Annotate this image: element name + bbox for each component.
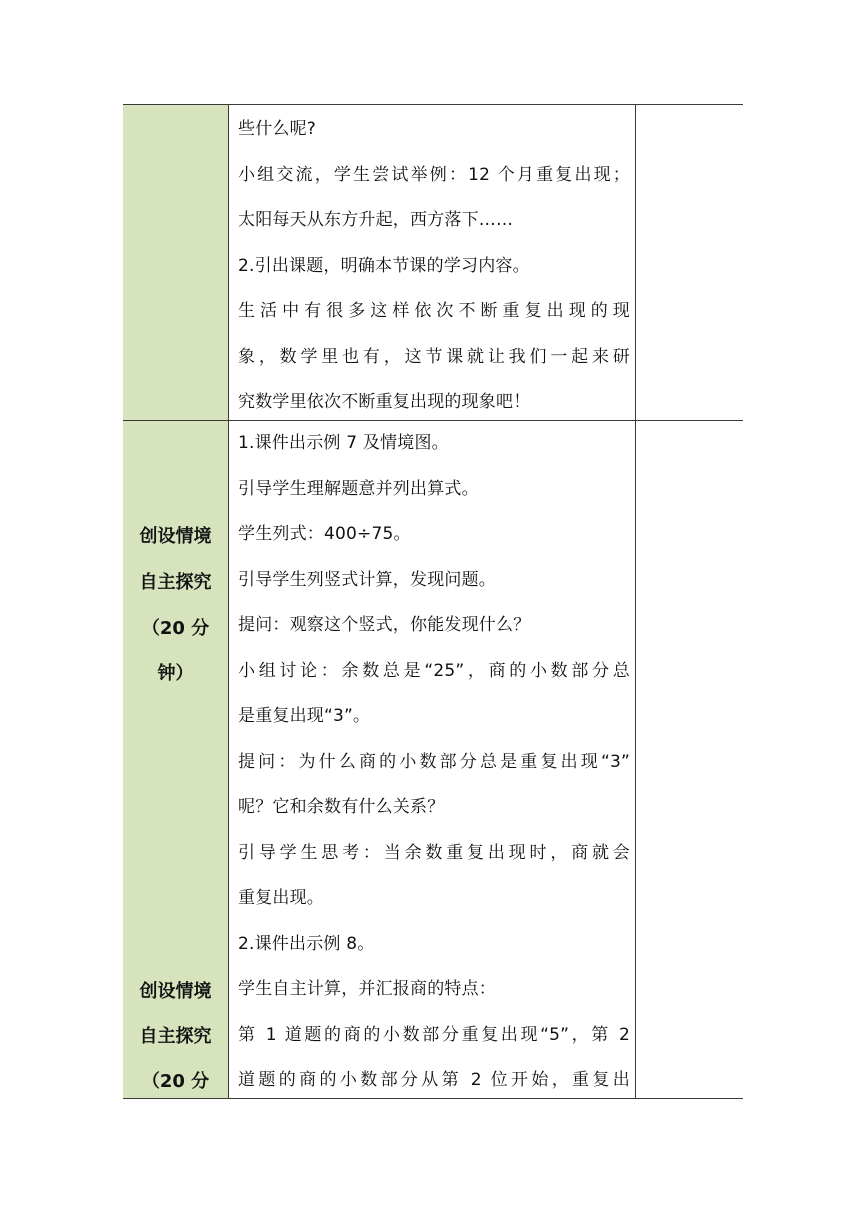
lesson-plan-table <box>123 104 743 1098</box>
text-line: 是重复出现“3”。 <box>238 706 371 726</box>
text-line: 第 1 道题的商的小数部分重复出现“5”，第 2 <box>238 1024 630 1045</box>
text-line: 小组交流，学生尝试举例：12 个月重复出现； <box>238 164 630 185</box>
stage-label: 自主探究 <box>139 572 212 593</box>
text-line: 小组讨论：余数总是“25”，商的小数部分总 <box>238 660 630 681</box>
text-line: 引导学生列竖式计算，发现问题。 <box>238 569 496 590</box>
text-line: 象，数学里也有，这节课就让我们一起来研 <box>238 346 630 367</box>
text-line: 2.引出课题，明确本节课的学习内容。 <box>238 255 530 276</box>
text-line: 道题的商的小数部分从第 2 位开始，重复出 <box>238 1070 630 1090</box>
stage-label: 钟） <box>157 663 194 684</box>
text-line: 2.课件出示例 8。 <box>238 933 375 954</box>
text-line: 引导学生思考：当余数重复出现时，商就会 <box>238 842 630 863</box>
text-line: 学生列式：400÷75。 <box>238 524 411 544</box>
text-line: 生活中有很多这样依次不断重复出现的现 <box>238 301 630 321</box>
stage-label: 创设情境 <box>139 526 212 547</box>
text-line: 1.课件出示例 7 及情境图。 <box>238 433 449 453</box>
text-line: 呢？它和余数有什么关系？ <box>238 797 445 817</box>
text-line: 究数学里依次不断重复出现的现象吧！ <box>238 392 531 412</box>
text-line: 些什么呢? <box>238 119 317 139</box>
stage-label: 自主探究 <box>139 1026 212 1047</box>
stage-label: 创设情境 <box>139 981 212 1002</box>
text-line: 引导学生理解题意并列出算式。 <box>238 478 479 499</box>
stage-label: （20 分 <box>141 1071 210 1092</box>
text-line: 学生自主计算，并汇报商的特点： <box>238 979 496 999</box>
table-row <box>123 420 743 1099</box>
text-line: 提问：为什么商的小数部分总是重复出现“3” <box>238 751 630 772</box>
stage-cell <box>123 421 228 1098</box>
text-line: 重复出现。 <box>238 888 324 908</box>
text-line: 提问：观察这个竖式，你能发现什么？ <box>238 615 531 635</box>
stage-label: （20 分 <box>141 618 210 639</box>
activity-cell <box>238 107 630 426</box>
stage-cell <box>123 105 228 421</box>
text-line: 太阳每天从东方升起，西方落下…… <box>238 210 514 230</box>
table-row <box>123 104 743 421</box>
activity-cell <box>238 421 630 1104</box>
